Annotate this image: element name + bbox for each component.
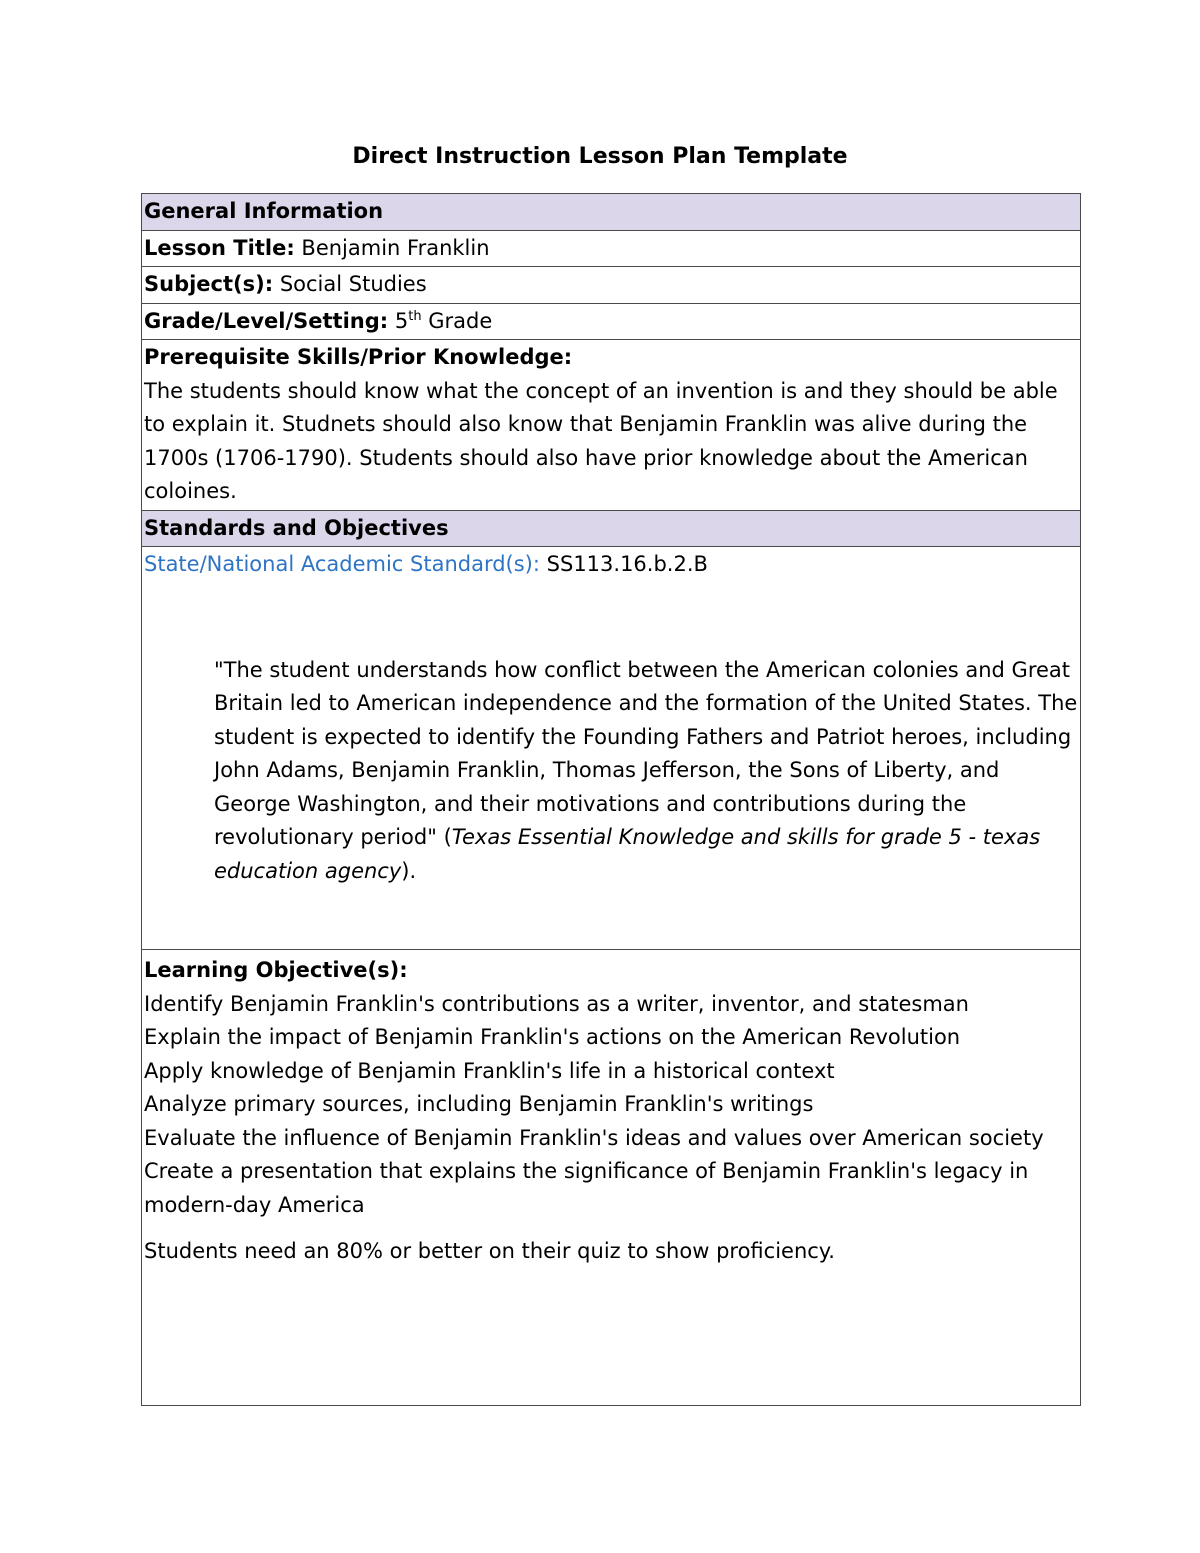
grade-label: Grade/Level/Setting: [144,308,389,333]
standards-quote-citation: Texas Essential Knowledge and skills for grade 5 - texas education agency [214,825,1041,883]
standards-quote-end: ). [401,858,417,883]
objective-item: Create a presentation that explains the significance of Benjamin Franklin's legacy in modern-day America [144,1159,1029,1217]
standards-code: SS113.16.b.2.B [546,552,708,576]
standards-row [142,547,1081,950]
standards-quote [144,582,1078,889]
grade-row [142,303,1081,340]
standards-quote-text: "The student understands how conflict between the American colonies and Great Britain led to American independence and the formation of the United States. The student is expected to identify the Founding Fathers and Patriot heroes, including John Adams, Benjamin Franklin, Thomas Jefferson, the Sons of Liberty, and George Washington, and their motivations and contributions during the revolutionary period" ( [214,657,1078,849]
prerequisite-row [142,340,1081,511]
learning-objectives-row [142,950,1081,1406]
subjects-label: Subject(s): [144,272,274,296]
grade-value-text: Grade [428,308,493,333]
objective-item: Identify Benjamin Franklin's contributions as a writer, inventor, and statesman [144,991,969,1016]
learning-objectives-label: Learning Objective(s): [144,958,408,982]
subjects-row [142,267,1081,304]
proficiency-statement: Students need an 80% or better on their quiz to show proficiency. [144,1239,835,1263]
prerequisite-label: Prerequisite Skills/Prior Knowledge: [144,345,573,369]
grade-value-number: 5 [394,308,409,333]
objective-item: Explain the impact of Benjamin Franklin's actions on the American Revolution [144,1025,961,1049]
standards-objectives-header-row [142,510,1081,547]
grade-value-superscript: th [408,308,422,324]
document-title: Direct Instruction Lesson Plan Template [352,144,848,169]
general-information-header-row [142,194,1081,231]
objective-item: Apply knowledge of Benjamin Franklin's life in a historical context [144,1058,835,1083]
standards-objectives-header: Standards and Objectives [142,510,1081,547]
lesson-title-label: Lesson Title: [144,235,295,260]
subjects-value: Social Studies [279,272,427,296]
standards-label: State/National Academic Standard(s): [144,552,540,576]
lesson-plan-table [141,193,1081,1406]
objective-item: Analyze primary sources, including Benjamin Franklin's writings [144,1092,814,1116]
objective-item: Evaluate the influence of Benjamin Franklin's ideas and values over American society [144,1125,1044,1150]
lesson-title-row [142,230,1081,267]
general-information-header: General Information [142,194,1081,231]
lesson-title-value: Benjamin Franklin [301,235,490,260]
prerequisite-text: The students should know what the concept of an invention is and they should be able to explain it. Studnets should also know that Benjamin Franklin was alive during the 1700s (1706-1790). Students should also have prior knowledge about the American coloines. [144,378,1058,503]
